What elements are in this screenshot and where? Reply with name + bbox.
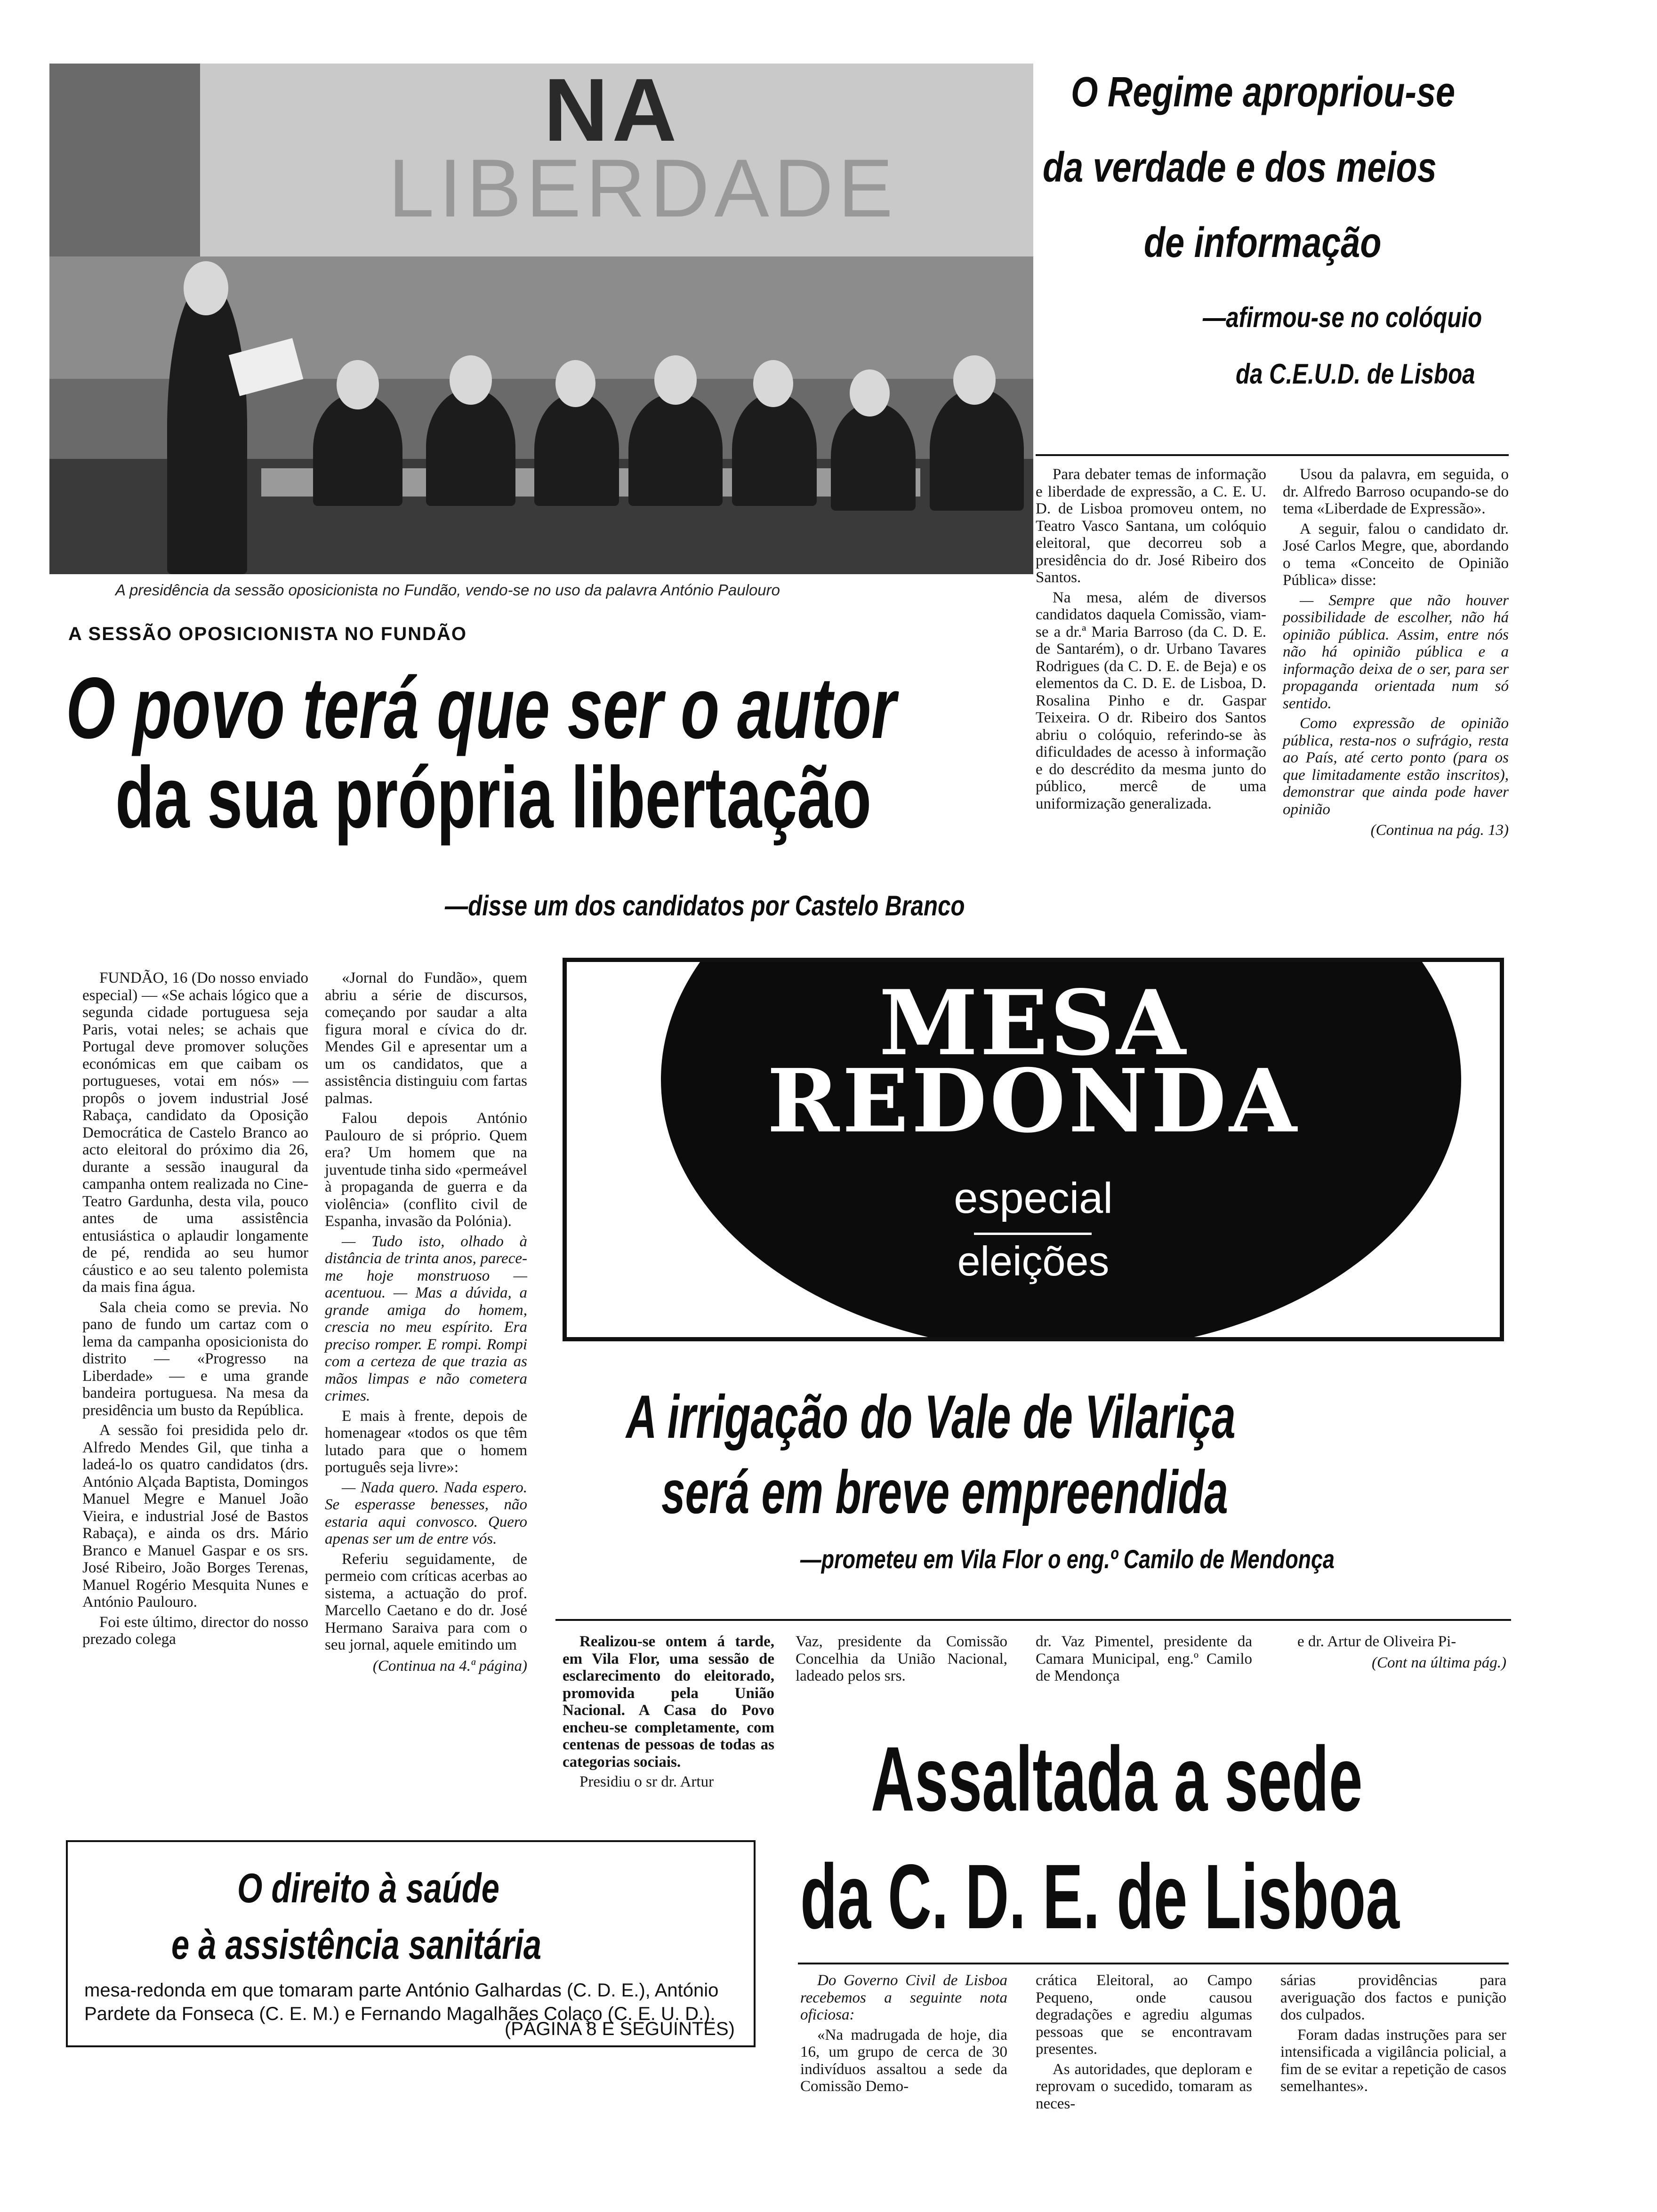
paragraph: Usou da palavra, em seguida, o dr. Alfredo Barroso ocupando-se do tema «Liberdade de Expressão». bbox=[1283, 466, 1509, 517]
seated-figure bbox=[930, 388, 1024, 511]
regime-column-2 bbox=[1283, 466, 1509, 842]
sede-headline-line1: Assaltada a sede bbox=[871, 1728, 1363, 1830]
saude-title-line1: O direito à saúde bbox=[237, 1865, 499, 1911]
paragraph: — Tudo isto, olhado à distância de trinta anos, parece-me hoje monstruoso — acentuou. — Mas a dúvida, a grande amiga do homem, crescia no meu espírito. Era preciso romper. E rompi. Rompi com a certeza de que trazia as mãos limpas e não cometera crimes. bbox=[325, 1233, 527, 1404]
paragraph: Vaz, presidente da Comissão Concelhia da União Nacional, ladeado pelos srs. bbox=[796, 1633, 1007, 1684]
seated-face bbox=[337, 360, 379, 409]
paragraph: Referiu seguidamente, de permeio com críticas acerbas ao sistema, a actuação do prof. Marcello Caetano e do dr. José Hermano Saraiva para com o seu jornal, aquele emitindo um bbox=[325, 1550, 527, 1653]
ad-title-mesa: MESA bbox=[879, 970, 1188, 1075]
vilarica-column-1 bbox=[563, 1633, 774, 1794]
seated-figure bbox=[534, 393, 619, 506]
sede-rule bbox=[798, 1963, 1509, 1964]
paragraph: A sessão foi presidida pelo dr. Alfredo Mendes Gil, que tinha a ladeá-lo os quatro candidatos (drs. António Alçada Baptista, Domingos Manuel Megre e Manuel João Vieira, e industrial José de Bastos Rabaça), e ainda os drs. Mário Branco e Manuel Gaspar e os srs. José Ribeiro, João Borges Terenas, Manuel Rogério Mesquita Nunes e António Paulouro. bbox=[82, 1422, 308, 1611]
seated-face bbox=[850, 369, 890, 417]
regime-rule bbox=[1036, 454, 1509, 456]
fundao-headline-line1: O povo terá que ser o autor bbox=[66, 660, 896, 757]
seated-face bbox=[555, 360, 595, 407]
sede-column-2 bbox=[1036, 1972, 1252, 2115]
seated-face bbox=[450, 355, 492, 405]
paragraph: Presidiu o sr dr. Artur bbox=[579, 1773, 714, 1790]
paragraph: Do Governo Civil de Lisboa recebemos a seguinte nota oficiosa: bbox=[800, 1972, 1007, 2023]
ad-title-redonda: REDONDA bbox=[767, 1050, 1300, 1152]
paragraph: Para debater temas de informação e liberdade de expressão, a C. E. U. D. de Lisboa promoveu ontem, no Teatro Vasco Santana, um colóquio eleitoral, que decorreu sob a presidência do dr. José Ribeiro dos Santos. bbox=[1036, 466, 1266, 586]
vilarica-column-3 bbox=[1036, 1633, 1252, 1688]
sede-column-3 bbox=[1280, 1972, 1506, 2098]
paragraph: Como expressão de opinião pública, resta-nos o sufrágio, resta ao País, até certo ponto (para os que limitadamente estão inscritos), demonstrar que ainda pode haver opinião bbox=[1283, 715, 1509, 818]
paragraph: «Jornal do Fundão», quem abriu a série de discursos, começando por saudar a alta figura moral e cívica do dr. Mendes Gil e apresentar um a um os candidatos, que a assistência distinguiu com fartas palmas. bbox=[325, 970, 527, 1107]
seated-figure bbox=[313, 393, 402, 506]
regime-subtitle-line1: —afirmou-se no colóquio bbox=[1203, 302, 1482, 333]
fundao-headline-line2: da sua própria libertação bbox=[115, 749, 872, 846]
regime-column-1 bbox=[1036, 466, 1266, 815]
paragraph: Falou depois António Paulouro de si próprio. Quem era? Um homem que na juventude tinha sido «permeável à propaganda de guerra e da violência» (conflito civil de Espanha, invasão da Polónia). bbox=[325, 1110, 527, 1230]
paragraph: dr. Vaz Pimentel, presidente da Camara Municipal, eng.º Camilo de Mendonça bbox=[1036, 1633, 1252, 1684]
meeting-photo bbox=[49, 64, 1033, 574]
paragraph: Foi este último, director do nosso prezado colega bbox=[82, 1613, 308, 1648]
fundao-column-1 bbox=[82, 970, 308, 1651]
paragraph: As autoridades, que deploram e reprovam o sucedido, tomaram as neces- bbox=[1036, 2060, 1252, 2112]
seated-figure bbox=[426, 388, 515, 506]
speaker-figure bbox=[167, 280, 247, 574]
paragraph: «Na madrugada de hoje, dia 16, um grupo de cerca de 30 indivíduos assaltou a sede da Comissão Demo- bbox=[800, 2026, 1007, 2095]
continuation-note: (Continua na pág. 13) bbox=[1370, 822, 1509, 839]
photo-caption: A presidência da sessão oposicionista no Fundão, vendo-se no uso da palavra António Paulouro bbox=[115, 581, 780, 599]
regime-title-line3: de informação bbox=[1144, 219, 1382, 266]
paragraph: e dr. Artur de Oliveira Pi- bbox=[1297, 1633, 1456, 1650]
saude-box[interactable] bbox=[66, 1840, 756, 2047]
vilarica-headline-line2: será em breve empreendida bbox=[661, 1458, 1228, 1526]
sede-headline-line2: da C. D. E. de Lisboa bbox=[800, 1845, 1400, 1948]
paragraph: crática Eleitoral, ao Campo Pequeno, onde causou degradações e agrediu algumas pessoas que se encontravam presentes. bbox=[1036, 1972, 1252, 2058]
vilarica-rule bbox=[555, 1619, 1511, 1621]
ad-subtitle-especial: especial bbox=[954, 1174, 1113, 1222]
vilarica-column-4 bbox=[1280, 1633, 1506, 1674]
continuation-note: (Cont na última pág.) bbox=[1372, 1654, 1506, 1671]
vilarica-headline-line1: A irrigação do Vale de Vilariça bbox=[626, 1382, 1236, 1451]
vilarica-column-2 bbox=[796, 1633, 1007, 1688]
seated-face bbox=[953, 355, 996, 405]
regime-subtitle-line2: da C.E.U.D. de Lisboa bbox=[1236, 358, 1475, 390]
paragraph: Na mesa, além de diversos candidatos daquela Comissão, viam-se a dr.ª Maria Barroso (da C. D. E. de Santarém), o dr. Urbano Tavares Rodrigues (da C. D. E. de Beja) e os elementos da C. D. E. de Lisboa, D. Rosalina Pinho e dr. Gaspar Teixeira. O dr. Ribeiro dos Santos abriu o colóquio, referindo-se às dificuldades de acesso à informação e do descrédito da mesma junto do público, mercê de uma uniformização generalizada. bbox=[1036, 589, 1266, 812]
paragraph: FUNDÃO, 16 (Do nosso enviado especial) — «Se achais lógico que a segunda cidade portuguesa seja Paris, votai neles; se achais que Portugal deve promover soluções económicas em que caibam os portugueses, votai em nós» — propôs o jovem industrial José Rabaça, candidato da Oposição Democrática de Castelo Branco ao acto eleitoral do próximo dia 26, durante a sessão inaugural da campanha ontem realizada no Cine-Teatro Gardunha, desta vila, pouco antes de uma assistência entusiástica o aplaudir longamente de pé, rendida ao seu humor cáustico e ao seu talento polemista da mais fina água. bbox=[82, 970, 308, 1296]
seated-figure bbox=[831, 402, 916, 511]
ad-subtitle-eleicoes: eleições bbox=[957, 1238, 1110, 1284]
regime-title-line2: da verdade e dos meios bbox=[1043, 144, 1437, 191]
ad-divider bbox=[974, 1233, 1092, 1235]
seated-figure bbox=[628, 393, 723, 506]
paragraph: Realizou-se ontem á tarde, em Vila Flor, uma sessão de esclarecimento do eleitorado, promovida pela União Nacional. A Casa do Povo encheu-se completamente, com centenas de pessoas de todas as categorias sociais. bbox=[563, 1633, 774, 1771]
paragraph: Sala cheia como se previa. No pano de fundo um cartaz com o lema da campanha oposicionista do distrito — «Progresso na Liberdade» — e uma grande bandeira portuguesa. Na mesa da presidência um busto da República. bbox=[82, 1298, 308, 1419]
fundao-column-2 bbox=[325, 970, 527, 1677]
paragraph: E mais à frente, depois de homenagear «todos os que têm lutado para que o homem português seja livre»: bbox=[325, 1407, 527, 1476]
vilarica-subhead: —prometeu em Vila Flor o eng.º Camilo de Mendonça bbox=[800, 1544, 1335, 1574]
banner-text-liberdade: LIBERDADE bbox=[388, 143, 898, 234]
seated-face bbox=[654, 355, 697, 405]
regime-title-line1: O Regime apropriou-se bbox=[1071, 69, 1456, 116]
paragraph: — Sempre que não houver possibilidade de escolher, não há opinião pública. Assim, entre nós não há opinião pública e a informação deixa de o ser, para ser propaganda orientada num só sentido. bbox=[1283, 592, 1509, 712]
banner-text-na: NA bbox=[544, 64, 681, 160]
fundao-subhead: —disse um dos candidatos por Castelo Branco bbox=[445, 890, 965, 922]
paragraph: — Nada quero. Nada espero. Se esperasse benesses, não estaria aqui convosco. Quero apenas ser um de entre vós. bbox=[325, 1479, 527, 1547]
seated-figure bbox=[732, 393, 817, 506]
speaker-face bbox=[184, 261, 228, 315]
saude-body: mesa-redonda em que tomaram parte António Galhardas (C. D. E.), António Pardete da Fonseca (C. E. M.) e Fernando Magalhães Colaço (C. E. U. D.). bbox=[84, 1980, 719, 2024]
fundao-kicker: A SESSÃO OPOSICIONISTA NO FUNDÃO bbox=[68, 624, 467, 644]
sede-column-1 bbox=[800, 1972, 1007, 2098]
paragraph: Foram dadas instruções para ser intensificada a vigilância policial, a fim de se evitar a repetição de casos semelhantes». bbox=[1280, 2026, 1506, 2095]
paragraph: A seguir, falou o candidato dr. José Carlos Megre, que, abordando o tema «Conceito de Opinião Pública» disse: bbox=[1283, 520, 1509, 589]
paragraph: sárias providências para averiguação dos factos e punição dos culpados. bbox=[1280, 1972, 1506, 2023]
saude-page-ref[interactable]: (PÁGINA 8 E SEGUINTES) bbox=[504, 2019, 735, 2039]
saude-title-line2: e à assistência sanitária bbox=[171, 1921, 542, 1968]
mesa-redonda-ad[interactable] bbox=[563, 958, 1504, 1341]
seated-face bbox=[753, 360, 793, 407]
continuation-note: (Continua na 4.ª página) bbox=[372, 1657, 527, 1675]
